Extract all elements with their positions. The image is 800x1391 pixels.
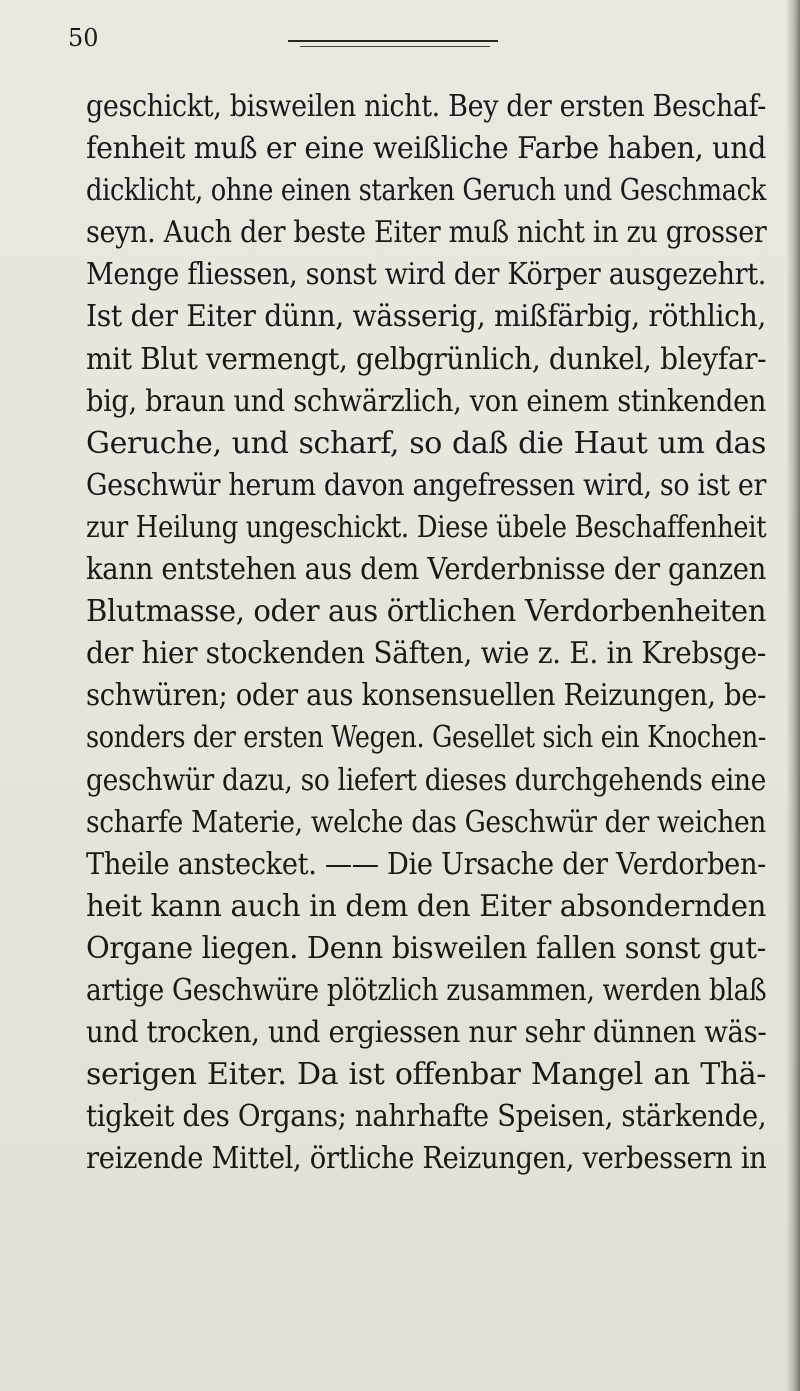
text-line: big, braun und schwärzlich, von einem stinkenden [86, 383, 767, 419]
text-line: geschickt, bisweilen nicht. Bey der ersten Beschaf- [86, 89, 767, 124]
text-line: Organe liegen. Denn bisweilen fallen sonst gut- [86, 930, 766, 966]
text-line: Geruche, und scharf, so daß die Haut um das [86, 425, 766, 461]
text-line: Geschwür herum davon angefressen wird, so ist er [86, 467, 767, 503]
text-line: dicklicht, ohne einen starken Geruch und Geschmack [86, 173, 766, 209]
text-line: Theile anstecket. —— Die Ursache der Verdorben- [86, 846, 767, 882]
text-line: mit Blut vermengt, gelbgrünlich, dunkel, bleyfar- [86, 341, 767, 377]
text-line: artige Geschwüre plötzlich zusammen, werden blaß [86, 972, 767, 1008]
text-line: geschwür dazu, so liefert dieses durchgehends eine [86, 762, 767, 798]
text-line: serigen Eiter. Da ist offenbar Mangel an Thä- [86, 1057, 766, 1093]
text-line: seyn. Auch der beste Eiter muß nicht in zu grosser [86, 215, 767, 251]
text-line: reizende Mittel, örtliche Reizungen, verbessern in [86, 1141, 767, 1177]
text-line: Blutmasse, oder aus örtlichen Verdorbenheiten [86, 594, 767, 630]
text-line: Ist der Eiter dünn, wässerig, mißfärbig, röthlich, [86, 299, 766, 335]
text-line: der hier stockenden Säften, wie z. E. in Krebsge- [86, 636, 766, 672]
text-line: zur Heilung ungeschickt. Diese übele Beschaffenheit [86, 509, 767, 545]
header-rule [288, 40, 498, 42]
text-line: sonders der ersten Wegen. Gesellet sich ein Knochen- [86, 720, 767, 756]
text-line: schwüren; oder aus konsensuellen Reizungen, be- [86, 678, 766, 714]
text-line: Menge fliessen, sonst wird der Körper ausgezehrt. [86, 257, 767, 293]
text-line: kann entstehen aus dem Verderbnisse der ganzen [86, 552, 766, 588]
text-line: heit kann auch in dem den Eiter absondernden [86, 888, 766, 924]
text-line: und trocken, und ergiessen nur sehr dünnen wäs- [86, 1015, 767, 1051]
body-text [86, 86, 766, 1180]
text-line: tigkeit des Organs; nahrhafte Speisen, stärkende, [86, 1099, 767, 1135]
text-line: scharfe Materie, welche das Geschwür der weichen [86, 804, 766, 840]
page-edge-shadow [786, 0, 800, 1391]
text-line: fenheit muß er eine weißliche Farbe haben, und [86, 131, 766, 167]
header-rule-thin [300, 46, 490, 47]
page-number: 50 [68, 24, 99, 52]
